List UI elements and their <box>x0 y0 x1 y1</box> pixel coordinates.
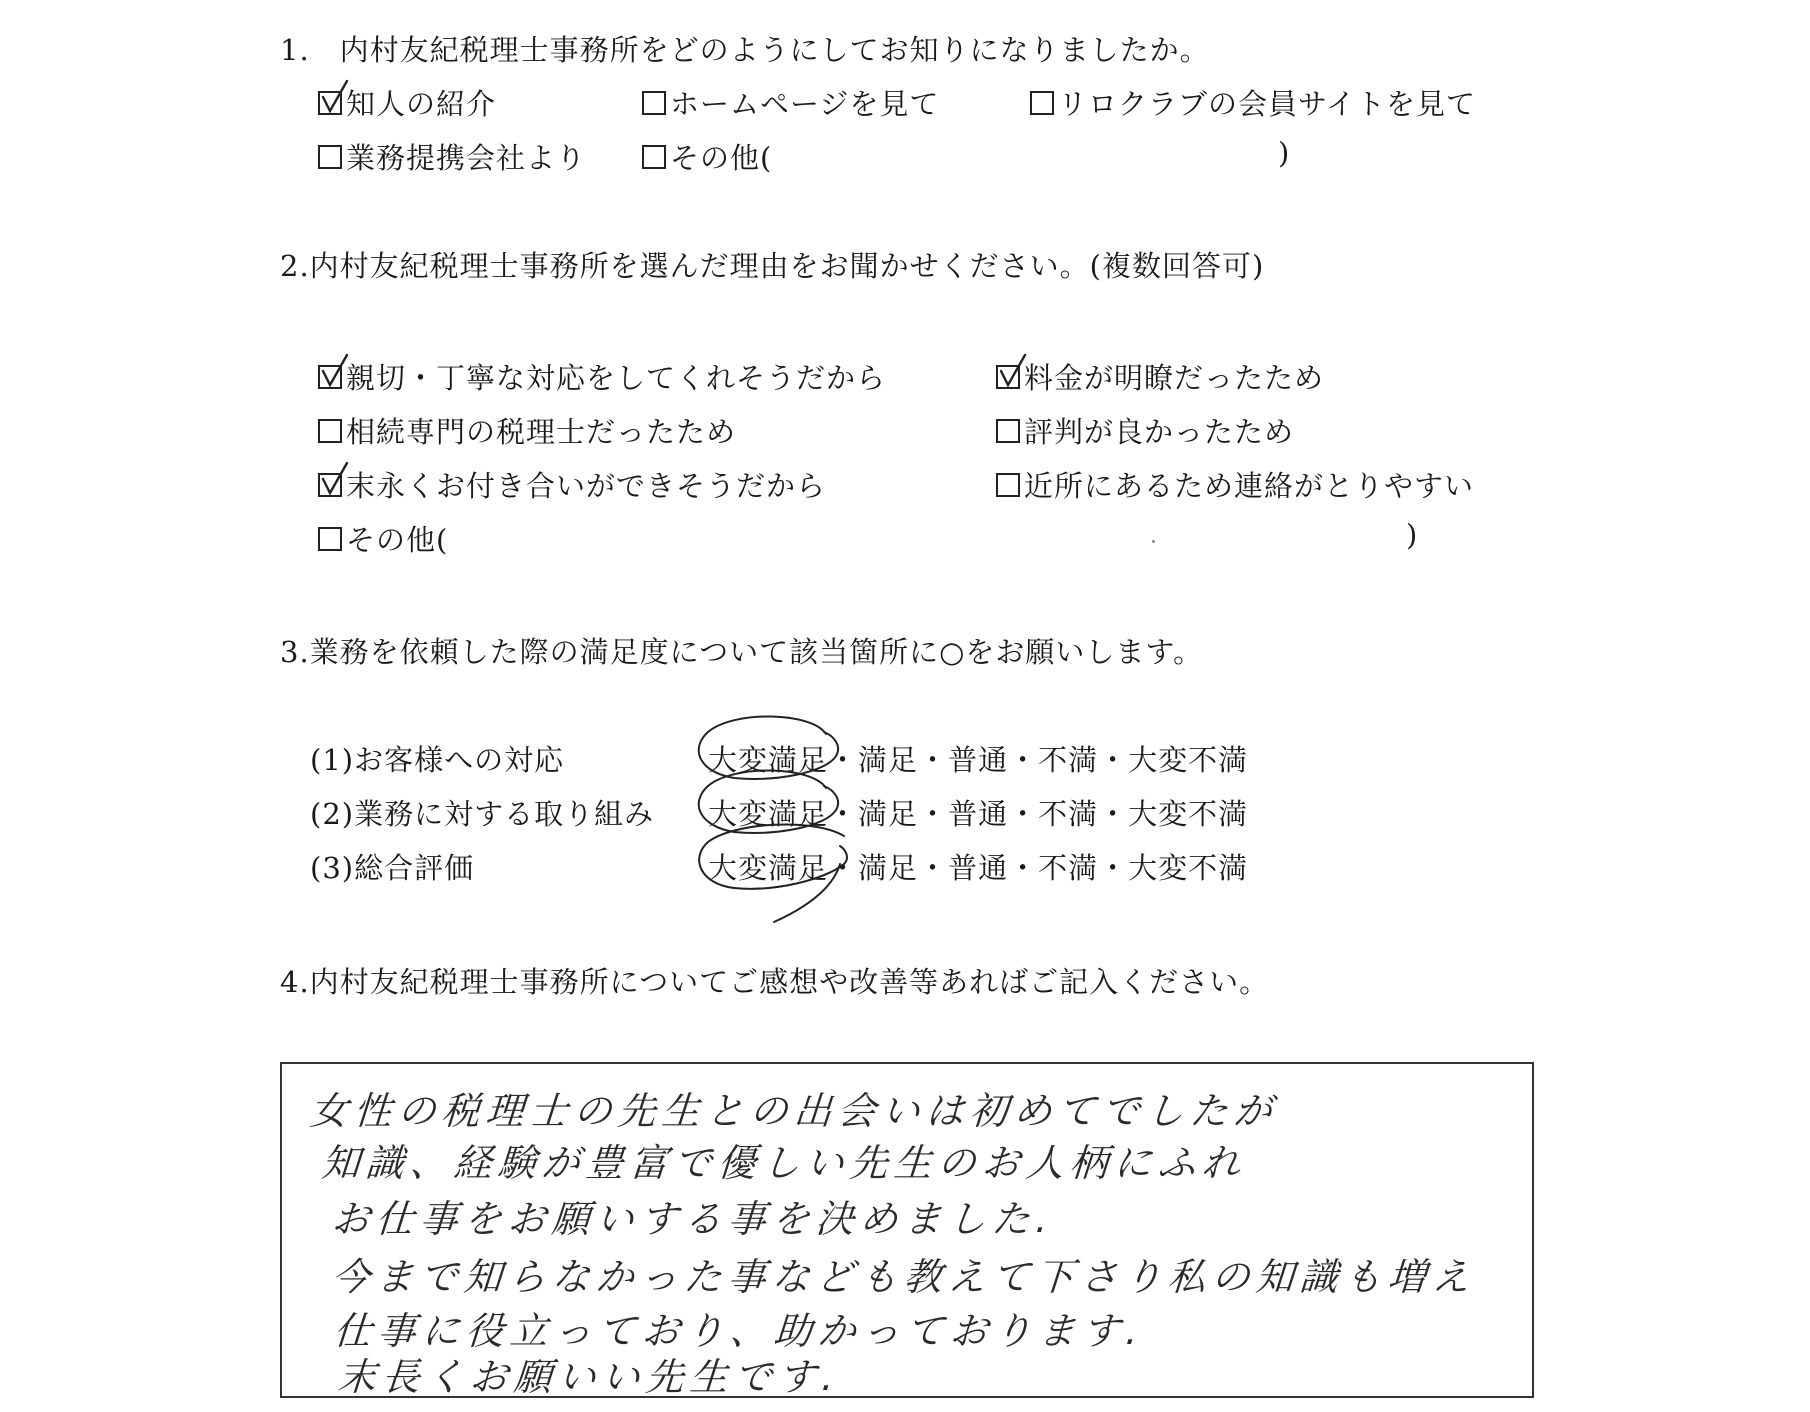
rating-option[interactable]: 大変不満 <box>1128 743 1249 777</box>
checkbox[interactable] <box>996 365 1020 389</box>
rating-scale <box>708 792 1248 833</box>
checkbox[interactable] <box>318 145 342 169</box>
comment-line: 今まで知らなかった事なども教えて下さり私の知識も増え <box>330 1255 1478 1299</box>
rating-separator: ・ <box>918 797 949 831</box>
q1-option-other[interactable] <box>642 136 772 177</box>
rating-option[interactable]: 大変不満 <box>1128 851 1249 885</box>
checkbox[interactable] <box>318 419 342 443</box>
rating-separator: ・ <box>1098 851 1129 885</box>
rating-option[interactable]: 満足 <box>858 797 919 831</box>
rating-option[interactable]: 普通 <box>948 797 1009 831</box>
option-label: 親切・丁寧な対応をしてくれそうだから <box>346 361 887 395</box>
rating-separator: ・ <box>918 851 949 885</box>
rating-option[interactable]: 不満 <box>1038 851 1099 885</box>
rating-separator: ・ <box>828 851 859 885</box>
rating-option[interactable]: 満足 <box>858 851 919 885</box>
q2-option-inheritance[interactable] <box>318 410 736 451</box>
comment-box[interactable] <box>280 1062 1534 1398</box>
rating-option[interactable]: 大変満足 <box>708 743 829 777</box>
comment-line: お仕事をお願いする事を決めました. <box>330 1197 1056 1241</box>
check-mark-icon <box>999 353 1029 387</box>
stray-dot <box>1152 540 1155 543</box>
checkbox[interactable] <box>1030 91 1054 115</box>
option-label: 相続専門の税理士だったため <box>346 415 737 449</box>
rating-option[interactable]: 大変不満 <box>1128 797 1249 831</box>
rating-separator: ・ <box>1008 743 1039 777</box>
rating-option[interactable]: 大変満足 <box>708 797 829 831</box>
checkbox[interactable] <box>996 419 1020 443</box>
option-label: 知人の紹介 <box>346 87 497 121</box>
rating-separator: ・ <box>918 743 949 777</box>
option-label: 末永くお付き合いができそうだから <box>346 469 827 503</box>
rating-separator: ・ <box>828 743 859 777</box>
option-label: 業務提携会社より <box>346 141 587 175</box>
checkbox[interactable] <box>318 473 342 497</box>
option-label: 近所にあるため連絡がとりやすい <box>1024 469 1475 503</box>
q1-other-close-paren: ) <box>1278 136 1291 170</box>
q1-option-partner[interactable] <box>318 136 586 177</box>
checkbox[interactable] <box>318 365 342 389</box>
checkbox[interactable] <box>996 473 1020 497</box>
comment-line: 女性の税理士の先生との出会いは初めてでしたが <box>308 1089 1280 1133</box>
comment-line: 知識、経験が豊富で優しい先生のお人柄にふれ <box>320 1141 1248 1185</box>
q2-option-kind[interactable] <box>318 356 886 397</box>
rating-row-label: (2)業務に対する取り組み <box>310 797 655 831</box>
checkbox[interactable] <box>318 527 342 551</box>
question-3-title: 3.業務を依頼した際の満足度について該当箇所に○をお願いします。 <box>280 635 1204 669</box>
comment-line: 末長くお願いい先生です. <box>336 1355 842 1399</box>
rating-separator: ・ <box>828 797 859 831</box>
rating-option[interactable]: 不満 <box>1038 743 1099 777</box>
q2-option-long-term[interactable] <box>318 464 826 505</box>
q1-option-reloclub[interactable] <box>1030 82 1476 123</box>
comment-line: 仕事に役立っており、助かっております. <box>332 1309 1146 1353</box>
rating-option[interactable]: 普通 <box>948 743 1009 777</box>
question-2-title: 2.内村友紀税理士事務所を選んだ理由をお聞かせください。(複数回答可) <box>280 249 1265 283</box>
rating-separator: ・ <box>1008 851 1039 885</box>
option-label: その他( <box>346 523 449 557</box>
option-label: ホームページを見て <box>670 87 940 121</box>
rating-row-label: (3)総合評価 <box>310 851 475 885</box>
q2-option-nearby[interactable] <box>996 464 1474 505</box>
rating-option[interactable]: 大変満足 <box>708 851 829 885</box>
rating-separator: ・ <box>1098 797 1129 831</box>
q2-option-other[interactable] <box>318 518 448 559</box>
rating-separator: ・ <box>1098 743 1129 777</box>
q2-option-fee[interactable] <box>996 356 1324 397</box>
question-1-title: 1. 内村友紀税理士事務所をどのようにしてお知りになりましたか。 <box>280 33 1210 67</box>
option-label: その他( <box>670 141 773 175</box>
q2-other-close-paren: ) <box>1406 518 1419 552</box>
check-mark-icon <box>321 353 351 387</box>
rating-option[interactable]: 不満 <box>1038 797 1099 831</box>
q1-option-homepage[interactable] <box>642 82 939 123</box>
question-4-title: 4.内村友紀税理士事務所についてご感想や改善等あればご記入ください。 <box>280 965 1270 999</box>
option-label: 評判が良かったため <box>1024 415 1295 449</box>
q1-option-acquaintance[interactable] <box>318 82 496 123</box>
rating-option[interactable]: 普通 <box>948 851 1009 885</box>
rating-scale <box>708 738 1248 779</box>
check-mark-icon <box>321 461 351 495</box>
rating-separator: ・ <box>1008 797 1039 831</box>
rating-option[interactable]: 満足 <box>858 743 919 777</box>
option-label: リロクラブの会員サイトを見て <box>1058 87 1476 121</box>
checkbox[interactable] <box>318 91 342 115</box>
checkbox[interactable] <box>642 145 666 169</box>
rating-row-label: (1)お客様への対応 <box>310 743 565 777</box>
rating-scale <box>708 846 1248 887</box>
check-mark-icon <box>321 79 351 113</box>
option-label: 料金が明瞭だったため <box>1024 361 1325 395</box>
q2-option-reputation[interactable] <box>996 410 1294 451</box>
checkbox[interactable] <box>642 91 666 115</box>
